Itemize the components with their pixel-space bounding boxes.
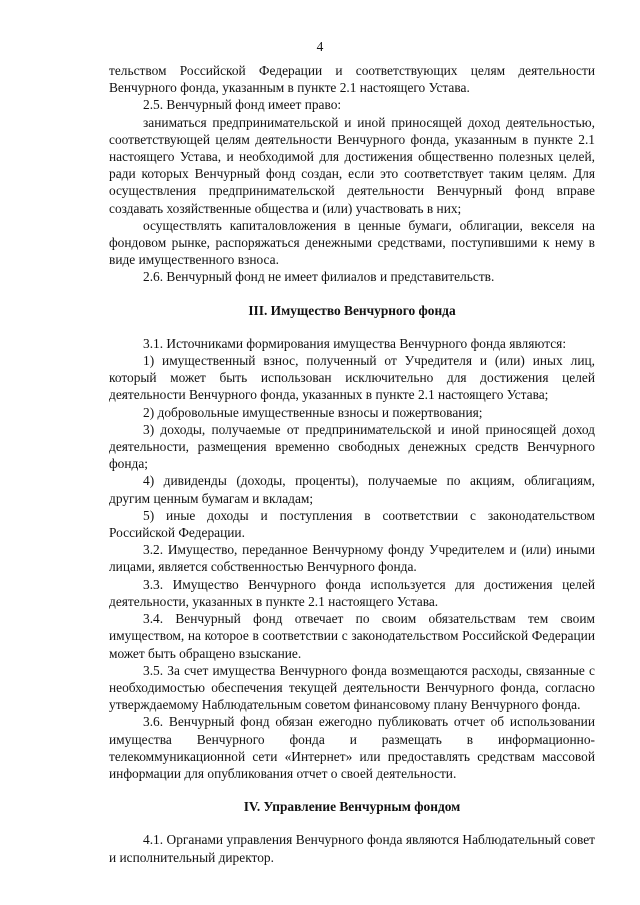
paragraph: 2.5. Венчурный фонд имеет право:	[143, 97, 342, 113]
section-heading-4: IV. Управление Венчурным фондом	[243, 799, 461, 815]
paragraph: заниматься предпринимательской и иной приносящей доход деятельностью, соответствующей целям деятельности Венчурного фонда, указанным в пункте 2.1 настоящего Устава, и необходимой для достижения общественно полезных целей, ради которых Венчурный фонд создан, если это соответствует таким целям. Для осуществления предпринимательской деятельности Венчурный фонд вправе создавать хозяйственные общества и (или) участвовать в них;	[109, 114, 595, 216]
document-body	[109, 62, 595, 866]
paragraph: 4) дивиденды (доходы, проценты), получаемые по акциям, облигациям, другим ценным бумагам и вкладам;	[109, 473, 595, 506]
paragraph: 2.6. Венчурный фонд не имеет филиалов и представительств.	[143, 269, 495, 285]
spacer	[109, 319, 595, 335]
paragraph: 5) иные доходы и поступления в соответствии с законодательством Российской Федерации.	[109, 507, 595, 541]
spacer	[109, 782, 595, 798]
paragraph: 3.6. Венчурный фонд обязан ежегодно публиковать отчет об использовании имущества Венчурного фонда и размещать в информационно-телекоммуникационной сети «Интернет» или предоставлять средствам массовой информации для опубликования отчет о своей деятельности.	[109, 714, 595, 781]
paragraph: 3.1. Источниками формирования имущества Венчурного фонда являются:	[143, 335, 567, 351]
page-number: 4	[316, 39, 324, 54]
paragraph: тельством Российской Федерации и соответствующих целям деятельности Венчурного фонда, указанным в пункте 2.1 настоящего Устава.	[109, 63, 595, 96]
paragraph: осуществлять капиталовложения в ценные бумаги, облигации, векселя на фондовом рынке, распоряжаться денежными средствами, поступившими к нему в виде имущественного взноса.	[109, 217, 595, 268]
paragraph: 2) добровольные имущественные взносы и пожертвования;	[143, 404, 483, 420]
section-heading-3: III. Имущество Венчурного фонда	[248, 302, 456, 318]
paragraph: 3.2. Имущество, переданное Венчурному фонду Учредителем и (или) иными лицами, является собственностью Венчурного фонда.	[109, 542, 595, 575]
paragraph: 3.5. За счет имущества Венчурного фонда возмещаются расходы, связанные с необходимостью обеспечения текущей деятельности Венчурного фонда, согласно утверждаемому Наблюдательным советом финансовому плану Венчурного фонда.	[109, 662, 595, 713]
spacer	[109, 815, 595, 831]
paragraph: 4.1. Органами управления Венчурного фонда являются Наблюдательный совет и исполнительный директор.	[109, 832, 595, 865]
paragraph: 3.4. Венчурный фонд отвечает по своим обязательствам тем своим имуществом, на которое в соответствии с законодательством Российской Федерации может быть обращено взыскание.	[109, 611, 595, 661]
spacer	[109, 286, 595, 302]
paragraph: 3) доходы, получаемые от предпринимательской и иной приносящей доход деятельности, размещения временно свободных денежных средств Венчурного фонда;	[109, 421, 595, 472]
paragraph: 1) имущественный взнос, полученный от Учредителя и (или) иных лиц, который может быть использован исключительно для достижения целей деятельности Венчурного фонда, указанных в пункте 2.1 настоящего Устава;	[109, 353, 595, 403]
paragraph: 3.3. Имущество Венчурного фонда используется для достижения целей деятельности, указанных в пункте 2.1 настоящего Устава.	[109, 576, 595, 609]
